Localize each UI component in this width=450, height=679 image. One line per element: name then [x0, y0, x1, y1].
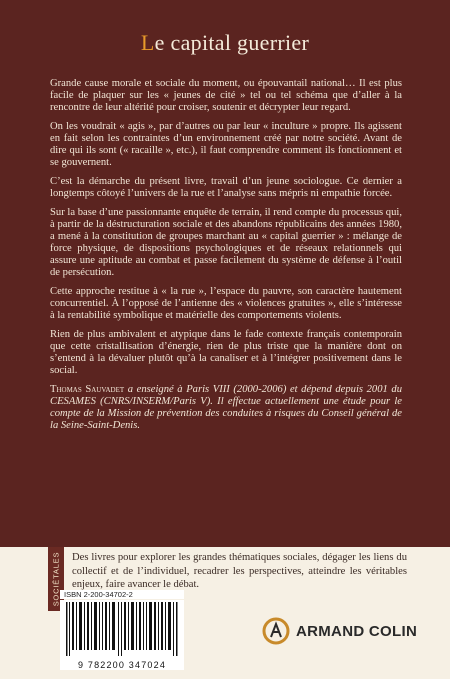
collection-label: SOCIÉTALES: [51, 551, 61, 607]
title-rest: e capital guerrier: [154, 30, 310, 55]
paragraph-2: On les voudrait « agis », par d’autres ou par leur « inculture » propre. Ils agissent en fait selon les contraintes d’un environnement créé par notre société. Avant de dire qui ils sont (« racaille », etc.), il faut comprendre comment ils fonctionnent et se gouvernent.: [50, 121, 402, 168]
paragraph-5: Cette approche restitue à « la rue », l’espace du pauvre, son caractère hautement concurrentiel. À l’opposé de l’antienne des « violences gratuites », elle s’intéresse à la rentabilité symbolique et matérielle des comportements violents.: [50, 286, 402, 321]
paragraph-3: C’est la démarche du présent livre, travail d’un jeune sociologue. Ce dernier a longtemps côtoyé l’univers de la rue et l’analyse sans mépris ni empathie forcée.: [50, 176, 402, 199]
paragraph-6: Rien de plus ambivalent et atypique dans le fade contexte français contemporain que cette cristallisation d’énergie, rien de plus triste que la manière dont on s’entend à la dévaluer plutôt qu’à la canaliser et à l’intégrer positivement dans le social.: [50, 329, 402, 376]
publisher-name: ARMAND COLIN: [296, 622, 418, 640]
author-bio-text: a enseigné à Paris VIII (2000-2006) et dépend depuis 2001 du CESAMES (CNRS/INSERM/Paris V). Il effectue actuellement une étude pour le compte de la Mission de prévention des conduites à risques du Conseil général de la Seine-Saint-Denis.: [50, 384, 402, 431]
barcode: [60, 600, 184, 670]
paragraph-1: Grande cause morale et sociale du moment, ou épouvantail national… Il est plus facile de plaquer sur les « jeunes de cité » tel ou tel schéma que d’aller à la rencontre de leur altérité pour croiser, soutenir et décrypter leur regard.: [50, 78, 402, 113]
back-cover-text: [50, 78, 402, 439]
author-bio: [50, 384, 402, 432]
barcode-number: 9 782200 347024: [77, 660, 167, 670]
author-name: Thomas Sauvadet: [50, 384, 125, 395]
collection-blurb: Des livres pour explorer les grandes thématiques sociales, dégager les liens du collectif et de l’individuel, recadrer les perspectives, atteindre les véritables enjeux, faire avancer le débat.: [72, 552, 407, 590]
armand-colin-icon: [262, 617, 290, 645]
isbn-label: ISBN 2-200-34702-2: [60, 590, 184, 599]
barcode-bars: [66, 602, 178, 656]
title-initial: L: [140, 30, 155, 55]
paragraph-4: Sur la base d’une passionnante enquête de terrain, il rend compte du processus qui, à partir de la déstructuration sociale et des abandons républicains des années 1980, a mené à la constitution de groupes marchant au « capital guerrier » : mélange de force physique, de dispositions psychologiques et de réseaux relationnels qui assure une aptitude au combat et passe facilement du système de défense à l’outil de persécution.: [50, 207, 402, 278]
book-title: [0, 30, 450, 56]
publisher-logo: [262, 617, 417, 645]
